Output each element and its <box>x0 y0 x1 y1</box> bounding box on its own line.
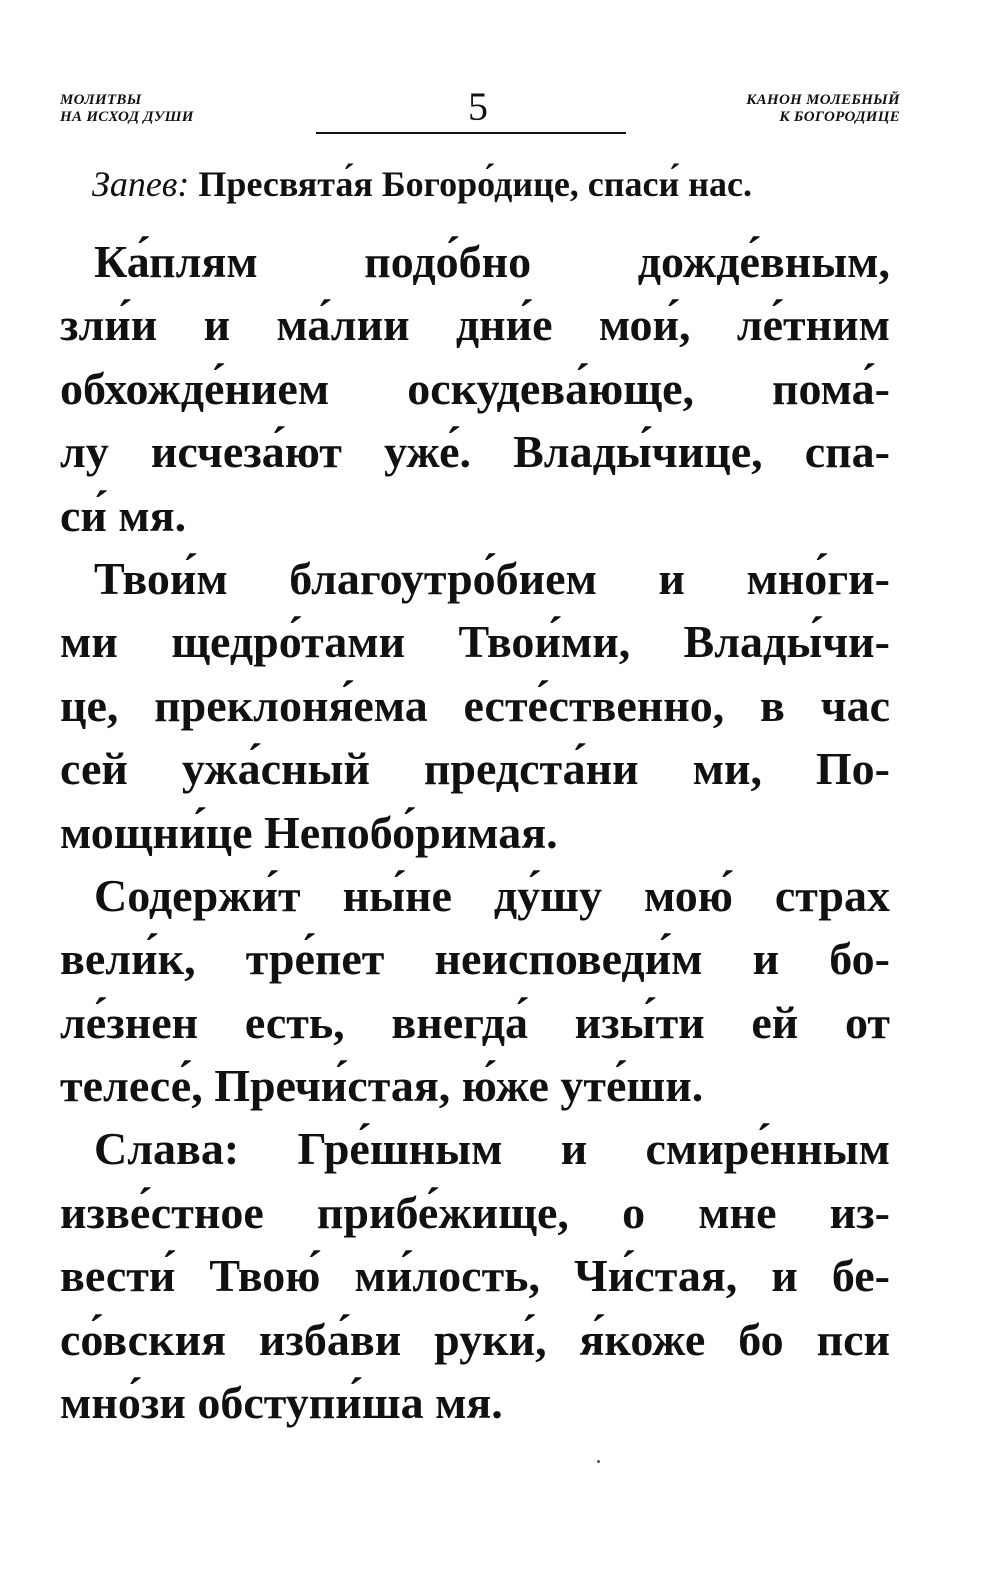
text-line: обхожде́нием оскудева́юще, пома́- <box>60 362 890 414</box>
text-line: лу исчеза́ют уже́. Влады́чице, спа- <box>60 426 890 478</box>
text-line: мощни́це Непобо́римая. <box>60 806 558 858</box>
ink-speck <box>597 1460 600 1463</box>
header-left-title <box>60 92 194 126</box>
header-rule <box>316 132 626 134</box>
text-line: мно́зи обступи́ша мя. <box>60 1377 503 1429</box>
text-line: Слава: Гре́шным и смире́нным <box>94 1123 890 1175</box>
text-line: Содержи́т ны́не ду́шу мою́ страх <box>94 869 890 921</box>
header-right-line-2: К БОГОРОДИЦЕ <box>779 109 900 125</box>
text-line: Ка́плям подо́бно дожде́вным, <box>94 236 890 287</box>
text-line: си́ мя. <box>60 489 187 541</box>
running-header <box>0 84 1000 144</box>
text-line: Твои́м благоутро́бием и мно́ги- <box>94 552 890 604</box>
text-line: вели́к, тре́пет неисповеди́м и бо- <box>60 933 890 985</box>
prayer-text <box>60 230 890 1434</box>
header-right-title <box>746 92 900 126</box>
text-line: изве́стное прибе́жище, о мне из- <box>60 1186 890 1238</box>
text-line: вести́ Твою́ ми́лость, Чи́стая, и бе- <box>60 1250 890 1302</box>
text-line: це, преклоня́ема есте́ственно, в час <box>60 679 890 731</box>
page-number: 5 <box>468 84 488 129</box>
text-line: ми щедро́тами Твои́ми, Влады́чи- <box>60 616 890 668</box>
header-left-line-2: НА ИСХОД ДУШИ <box>60 109 194 125</box>
text-line: сей ужа́сный предста́ни ми, По- <box>60 743 890 795</box>
header-right-line-1: КАНОН МОЛЕБНЫЙ <box>746 92 900 108</box>
header-left-line-1: МОЛИТВЫ <box>60 92 142 108</box>
text-line: ле́знен есть, внегда́ изы́ти ей от <box>60 996 890 1048</box>
refrain-verse <box>92 160 882 208</box>
text-line: со́вския изба́ви руки́, я́коже бо пси <box>60 1313 890 1365</box>
refrain-label: Запев: <box>92 164 190 204</box>
text-line: зли́и и ма́лии дни́е мои́, ле́тним <box>60 299 890 351</box>
refrain-text: Пресвята́я Богоро́дице, спаси́ нас. <box>198 164 752 204</box>
text-line: телесе́, Пречи́стая, ю́же уте́ши. <box>60 1060 704 1112</box>
